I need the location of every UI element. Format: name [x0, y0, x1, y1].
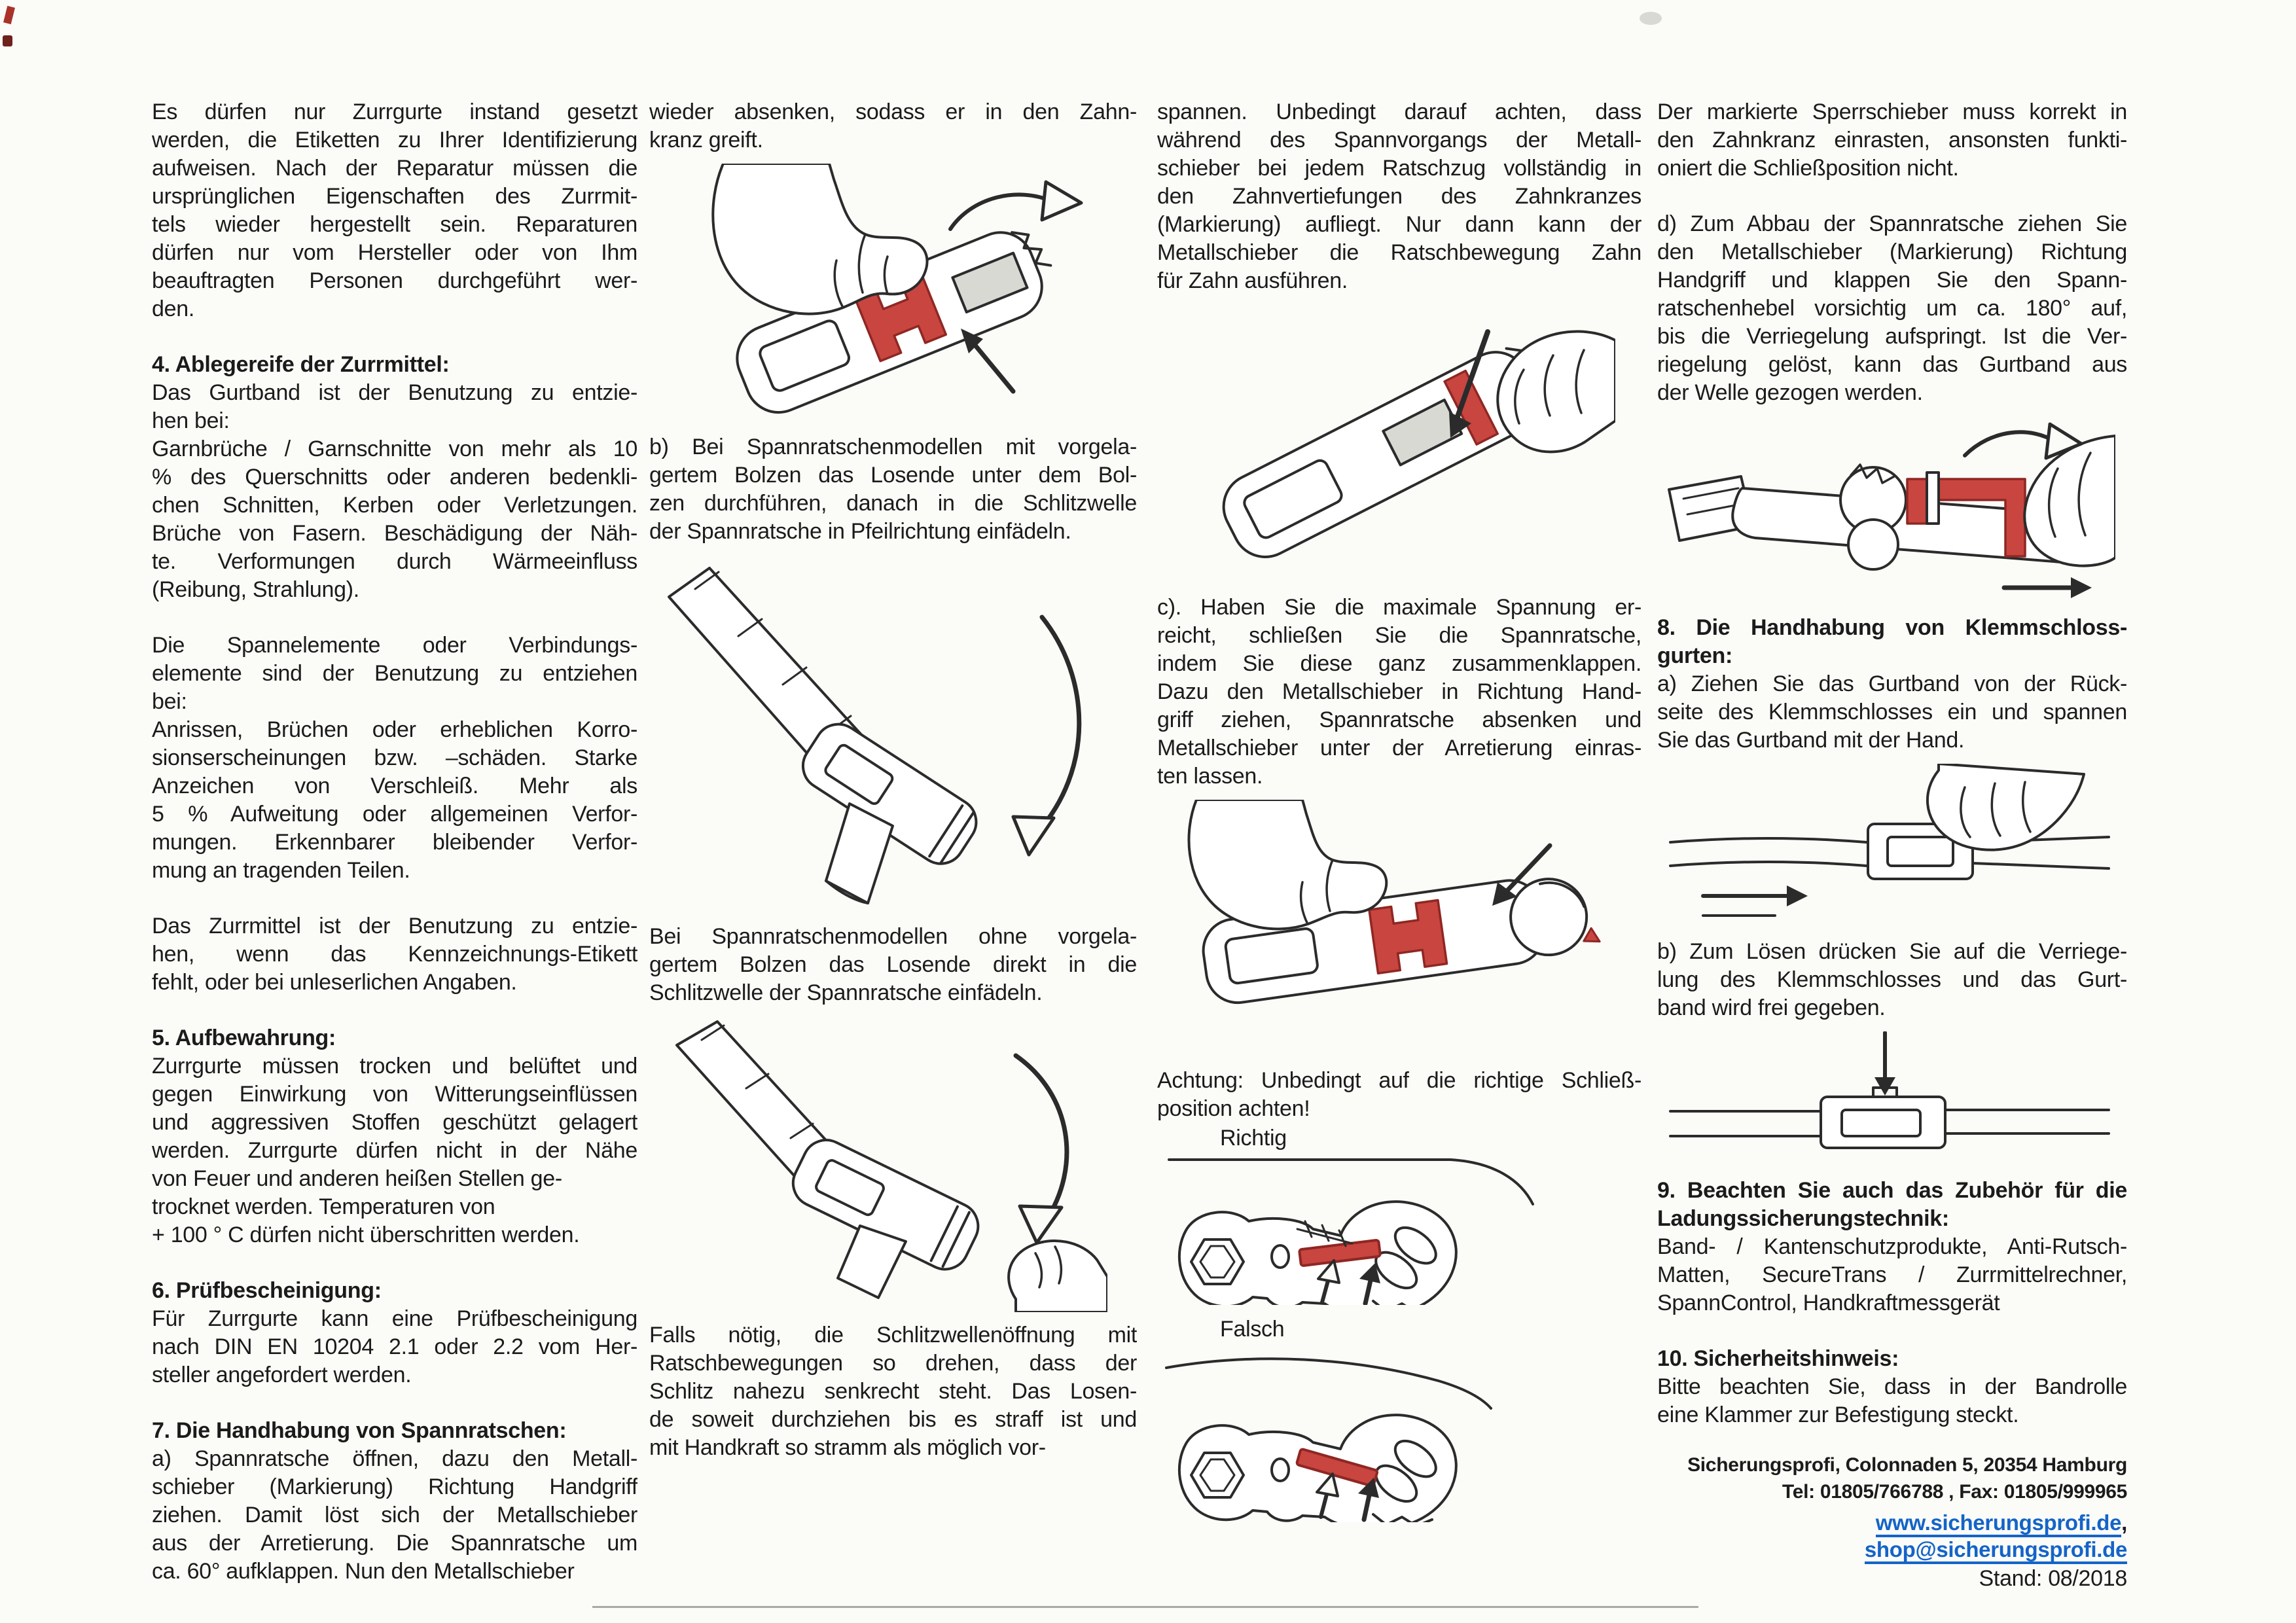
scan-smudge — [1640, 12, 1662, 25]
paragraph-spannelemente-intro: Die Spannelemente oder Verbindungs- elemente sind der Benutzung zu entziehen bei: — [152, 633, 637, 714]
scan-speck — [3, 35, 12, 46]
paragraph-8b: b) Zum Lösen drücken Sie auf die Verriege- lung des Klemmschlosses und das Gurt- band wird frei gegeben. — [1657, 939, 2127, 1020]
section-7-heading: 7. Die Handhabung von Spannratschen: — [152, 1418, 567, 1443]
footer-links — [1657, 1509, 2127, 1563]
illustration-klemmschloss-threading — [1657, 764, 2127, 929]
section-6-heading: 6. Prüfbescheinigung: — [152, 1278, 382, 1303]
paragraph-aufbewahrung: Zurrgurte müssen trocken und belüftet und gegen Einwirkung von Witterungseinflüssen und aggressiven Stoffen geschützt gelagert werden. Zurrgurte dürfen nicht in der Nähe von Feuer und anderen heißen Stellen ge- — [152, 1054, 637, 1191]
section-10-heading: 10. Sicherheitshinweis: — [1657, 1346, 1899, 1371]
column-4 — [1657, 98, 2127, 1592]
section-5-heading: 5. Aufbewahrung: — [152, 1026, 336, 1050]
footer-website-link[interactable]: www.sicherungsprofi.de — [1876, 1510, 2121, 1537]
paragraph-falls-noetig: Falls nötig, die Schlitzwellenöffnung mit Ratschbewegungen so drehen, dass der Schlitz nahezu senkrecht steht. Das Losen- de soweit durchziehen bis es straff ist und mit Handkraft so stramm als möglich vor- — [649, 1323, 1137, 1460]
illustration-klemmschloss-release — [1657, 1031, 2127, 1168]
illustration-hand-gripping-ratchet — [1157, 304, 1641, 584]
column-1 — [152, 98, 637, 1586]
paragraph-zahnkranz: wieder absenken, sodass er in den Zahn- kranz greift. — [649, 99, 1137, 152]
paragraph-spannratsche-a: a) Spannratsche öffnen, dazu den Metall- schieber (Markierung) Richtung Handgriff ziehen. Damit löst sich der Metallschieber aus der Arretierung. Die Spannratsche um ca. 60° aufklappen. Nun den Metallschieber — [152, 1446, 637, 1584]
paragraph-d-abbau: d) Zum Abbau der Spannratsche ziehen Sie den Metallschieber (Markierung) Richtung Handgriff und klappen Sie den Spann- ratschenhebel vorsichtig um ca. 180° auf, bis die Verriegelung aufspringt. Ist die Ver- riegelung gelöst, kann das Gurtband aus der Welle gezogen werden. — [1657, 211, 2127, 405]
footer-stand-date: Stand: 08/2018 — [1979, 1566, 2127, 1591]
column-2 — [649, 98, 1137, 1462]
footer — [1657, 1452, 2127, 1592]
illustration-strap-threading-arrow — [649, 555, 1137, 914]
paragraph-achtung: Achtung: Unbedingt auf die richtige Schließ- position achten! — [1157, 1068, 1641, 1121]
paragraph-c-maximale-spannung: c). Haben Sie die maximale Spannung er- reicht, schließen Sie die Spannratsche, indem Sie diese ganz zusammenklappen. Dazu den Metallschieber in Richtung Hand- griff ziehen, Spannratsche absenken und Metallschieber unter der Arretierung einras- ten lassen. — [1157, 595, 1641, 789]
paragraph-kennzeichnung: Das Zurrmittel ist der Benutzung zu entzie- hen, wenn das Kennzeichnungs-Etikett fehlt, oder bei unleserlichen Angaben. — [152, 914, 637, 995]
scan-bottom-line — [592, 1606, 1698, 1608]
illustration-hand-closing-ratchet — [1157, 800, 1641, 1043]
paragraph-ablegereife-intro: Das Gurtband ist der Benutzung zu entzie- hen bei: — [152, 380, 637, 433]
column-3 — [1157, 98, 1641, 1531]
illustration-ratchet-removal — [1657, 416, 2127, 605]
label-falsch: Falsch — [1220, 1317, 1285, 1342]
paragraph-zubehoer: Band- / Kantenschutzprodukte, Anti-Rutsch- Matten, SecureTrans / Zurrmittelrechner, SpannControl, Handkraftmessgerät — [1657, 1234, 2127, 1315]
section-4-heading: 4. Ablegereife der Zurrmittel: — [152, 352, 450, 377]
illustration-strap-direct-threading — [649, 1016, 1137, 1312]
paragraph-spannen: spannen. Unbedingt darauf achten, dass während des Spannvorgangs der Metall- schieber bei jedem Ratschzug vollständig in den Zahnvertiefungen des Zahnkranzes (Markierung) aufliegt. Nur dann kann der Metallschieber die Ratschbewegung Zahn für Zahn ausführen. — [1157, 99, 1641, 293]
paragraph-sperrschieber: Der markierte Sperrschieber muss korrekt in den Zahnkranz einrasten, ansonsten funkti- oniert die Schließposition nicht. — [1657, 99, 2127, 181]
section-9-heading: 9. Beachten Sie auch das Zubehör für die Ladungssicherungstechnik: — [1657, 1178, 2127, 1231]
footer-address: Sicherungsprofi, Colonnaden 5, 20354 Hamburg — [1687, 1454, 2127, 1476]
illustration-richtig-position — [1157, 1153, 1641, 1305]
label-richtig: Richtig — [1220, 1126, 1287, 1150]
scan-speck — [3, 6, 15, 24]
footer-phone: Tel: 01805/766788 , Fax: 01805/999965 — [1782, 1481, 2127, 1503]
paragraph-ablegereife-list: Garnbrüche / Garnschnitte von mehr als 10 % des Querschnitts oder anderen bedenkli- chen Schnitten, Kerben oder Verletzungen. Brüche von Fasern. Beschädigung der Näh- te. Verformungen durch Wärmeeinfluss (Reibung, Strahlung). — [152, 437, 637, 602]
paragraph-aufbewahrung-temp: trocknet werden. Temperaturen von + 100 ° C dürfen nicht überschritten werden. — [152, 1194, 580, 1247]
paragraph-b-vorgelagerter-bolzen: b) Bei Spannratschenmodellen mit vorgela- gertem Bolzen das Losende unter dem Bol- zen durchführen, danach in die Schlitzwelle der Spannratsche in Pfeilrichtung einfädeln. — [649, 435, 1137, 544]
paragraph-repair-rules: Es dürfen nur Zurrgurte instand gesetzt werden, die Etiketten zu Ihrer Identifizierung aufweisen. Nach der Reparatur müssen die ursprünglichen Eigenschaften des Zurrmit- tels wieder hergestellt sein. Reparaturen dürfen nur vom Hersteller oder von Ihm beauftragten Personen durchgeführt wer- den. — [152, 99, 637, 321]
section-8-heading: 8. Die Handhabung von Klemmschloss- gurten: — [1657, 615, 2127, 668]
footer-link-separator: , — [2121, 1510, 2127, 1535]
paragraph-ohne-bolzen: Bei Spannratschenmodellen ohne vorgela- gertem Bolzen das Losende direkt in die Schlitzwelle der Spannratsche einfädeln. — [649, 924, 1137, 1005]
paragraph-sicherheitshinweis: Bitte beachten Sie, dass in der Bandrolle eine Klammer zur Befestigung steckt. — [1657, 1374, 2127, 1427]
illustration-falsch-position — [1157, 1344, 1641, 1522]
paragraph-spannelemente-list: Anrissen, Brüchen oder erheblichen Korro- sionserscheinungen bzw. –schäden. Starke Anzeichen von Verschleiß. Mehr als 5 % Aufweitung oder allgemeinen Verfor- mungen. Erkennbarer bleibender Verfor- mung an tragenden Teilen. — [152, 717, 637, 883]
illustration-hand-opening-ratchet — [668, 164, 1137, 424]
paragraph-pruefbescheinigung: Für Zurrgurte kann eine Prüfbescheinigung nach DIN EN 10204 2.1 oder 2.2 vom Her- steller angefordert werden. — [152, 1306, 637, 1387]
paragraph-8a: a) Ziehen Sie das Gurtband von der Rück- seite des Klemmschlosses ein und spannen Sie das Gurtband mit der Hand. — [1657, 671, 2127, 753]
footer-email-link[interactable]: shop@sicherungsprofi.de — [1865, 1537, 2127, 1564]
